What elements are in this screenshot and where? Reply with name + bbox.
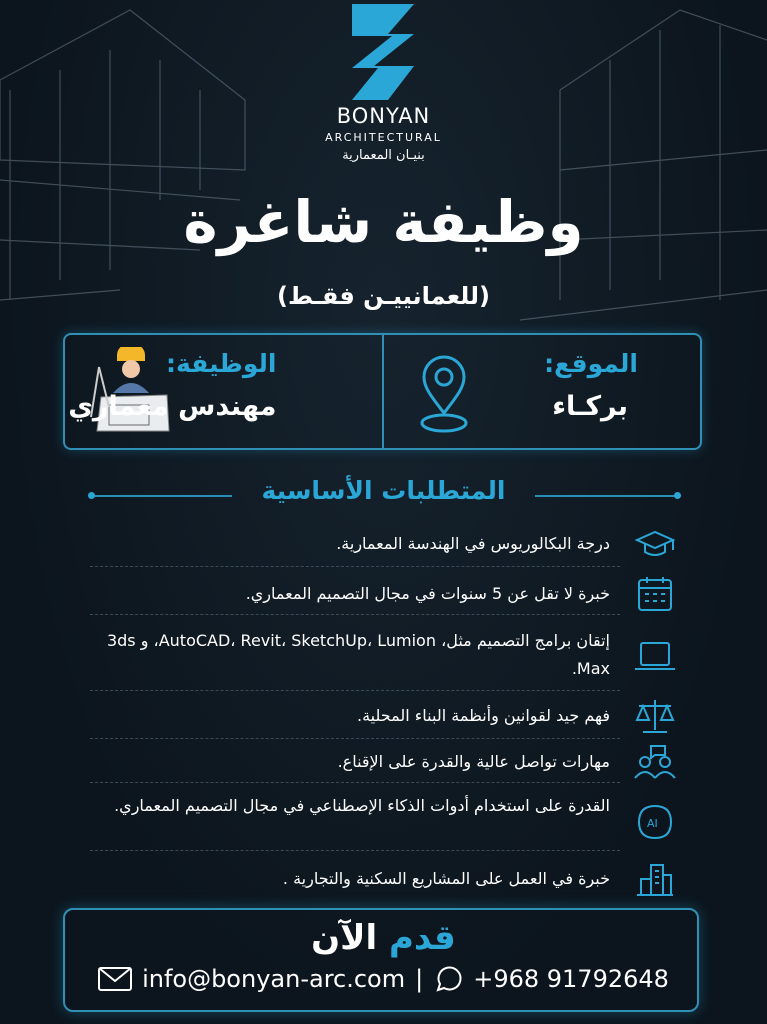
row-separator: [90, 614, 620, 615]
graduation-cap-icon: [633, 524, 677, 564]
row-separator: [90, 738, 620, 739]
requirement-item: خبرة في العمل على المشاريع السكنية والتجارية .: [282, 869, 610, 888]
contact-divider: |: [415, 965, 424, 993]
page-title: وظيفة شاغرة: [183, 188, 584, 256]
info-box: [63, 333, 702, 450]
row-separator: [90, 782, 620, 783]
apply-text-now: الآن: [311, 918, 378, 958]
buildings-icon: [633, 859, 677, 899]
phone-number[interactable]: +968 91792648: [473, 965, 669, 993]
brand-arabic: بنيـان المعمارية: [342, 148, 425, 163]
bonyan-logo: [348, 4, 418, 100]
job-cell: [65, 335, 382, 448]
email-icon: [98, 967, 132, 991]
row-separator: [90, 850, 620, 851]
apply-heading: [0, 918, 767, 958]
brand-name: BONYAN: [336, 104, 431, 128]
job-value: مهندس معماري: [68, 391, 277, 422]
laptop-icon: [633, 637, 677, 677]
brand-subtitle: ARCHITECTURAL: [325, 131, 442, 144]
location-label: الموقع:: [544, 349, 638, 378]
svg-text:AI: AI: [647, 817, 658, 830]
requirement-item: القدرة على استخدام أدوات الذكاء الإصطناعي في مجال التصميم المعماري.: [114, 796, 610, 815]
location-value: بركـاء: [552, 391, 628, 422]
requirement-item: خبرة لا تقل عن 5 سنوات في مجال التصميم المعماري.: [245, 584, 610, 603]
whatsapp-icon: [433, 964, 463, 994]
job-label: الوظيفة:: [165, 349, 277, 378]
people-chat-icon: [633, 742, 677, 782]
row-separator: [90, 690, 620, 691]
location-pin-icon: [414, 353, 474, 435]
location-cell: [382, 335, 701, 448]
apply-text: قدم: [377, 918, 456, 958]
building-sketch-right: [520, 0, 767, 330]
requirement-item: مهارات تواصل عالية والقدرة على الإقناع.: [337, 752, 610, 771]
ai-brain-icon: [633, 802, 677, 842]
requirements-heading: المتطلبات الأساسية: [261, 476, 506, 505]
calendar-icon: [633, 574, 677, 614]
requirement-item: فهم جيد لقوانين وأنظمة البناء المحلية.: [357, 706, 610, 725]
page-subtitle: (للعمانييـن فقـط): [276, 282, 491, 310]
scales-icon: [633, 696, 677, 736]
requirement-item: إتقان برامج التصميم مثل، AutoCAD، Revit، SketchUp، Lumion، و 3ds Max.: [106, 631, 610, 678]
email-link[interactable]: info@bonyan-arc.com: [142, 965, 406, 993]
requirement-item: درجة البكالوريوس في الهندسة المعمارية.: [336, 534, 610, 553]
row-separator: [90, 566, 620, 567]
contact-line: [0, 964, 767, 994]
